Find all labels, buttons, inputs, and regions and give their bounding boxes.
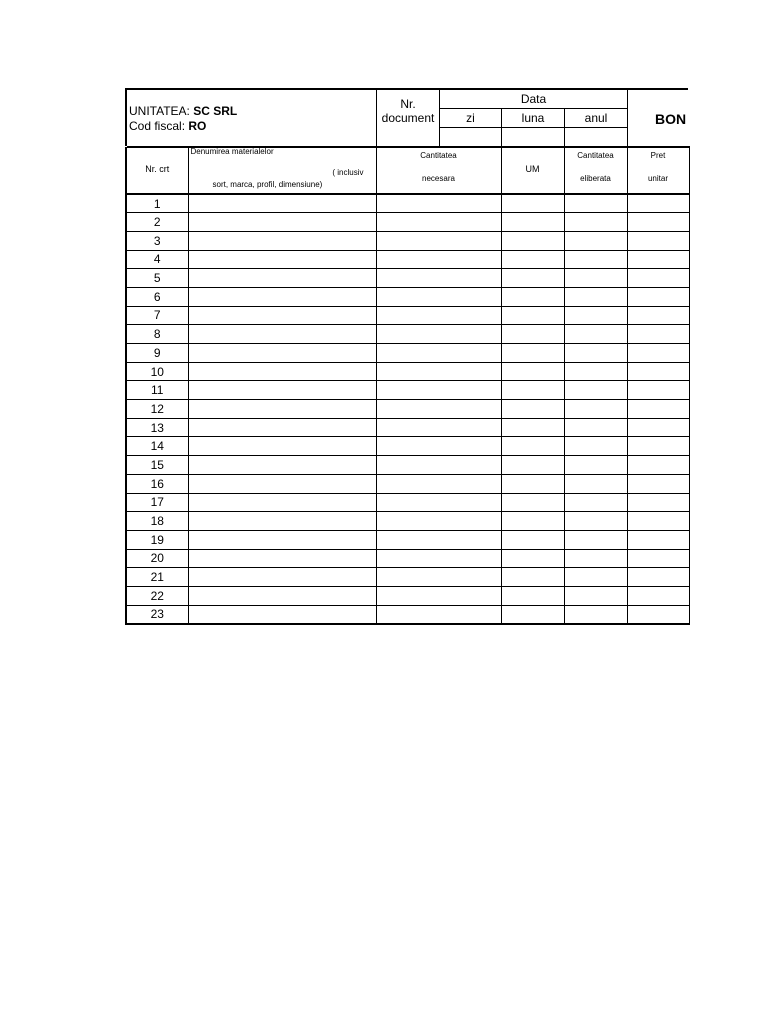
- form-sheet: [125, 88, 688, 620]
- pret-unitar-cell[interactable]: [627, 474, 689, 493]
- cant-eliberata-cell[interactable]: [564, 418, 627, 437]
- cant-eliberata-cell[interactable]: [564, 325, 627, 344]
- material-name-cell[interactable]: [188, 250, 376, 269]
- row-number: 2: [126, 213, 188, 232]
- material-name-cell[interactable]: [188, 287, 376, 306]
- material-name-cell[interactable]: [188, 530, 376, 549]
- pret-unitar-cell[interactable]: [627, 306, 689, 325]
- cant-eliberata-cell[interactable]: [564, 549, 627, 568]
- pret-unitar-cell[interactable]: [627, 231, 689, 250]
- table-row: [126, 418, 689, 437]
- cant-necesara-cell[interactable]: [376, 400, 501, 419]
- table-row: [126, 287, 689, 306]
- cant-eliberata-cell[interactable]: [564, 474, 627, 493]
- row-number: 1: [126, 194, 188, 213]
- material-name-cell[interactable]: [188, 549, 376, 568]
- table-row: [126, 325, 689, 344]
- cant-eliberata-cell[interactable]: [564, 568, 627, 587]
- row-number: 21: [126, 568, 188, 587]
- cant-eliberata-cell[interactable]: [564, 381, 627, 400]
- anul-value-cell[interactable]: [565, 128, 628, 148]
- row-number: 5: [126, 269, 188, 288]
- table-row: [126, 456, 689, 475]
- material-name-cell[interactable]: [188, 456, 376, 475]
- pret-unitar-cell[interactable]: [627, 381, 689, 400]
- col-denumire: [188, 148, 376, 195]
- col-cant-eliberata: [564, 148, 627, 195]
- um-cell[interactable]: [501, 287, 564, 306]
- cant-eliberata-cell[interactable]: [564, 213, 627, 232]
- form-header: [125, 88, 688, 146]
- um-cell[interactable]: [501, 400, 564, 419]
- table-row: [126, 437, 689, 456]
- material-name-cell[interactable]: [188, 306, 376, 325]
- cant-necesara-cell[interactable]: [376, 325, 501, 344]
- pret-unitar-cell[interactable]: [627, 437, 689, 456]
- table-row: [126, 400, 689, 419]
- nr-document-cell: [377, 90, 440, 148]
- cant-necesara-cell[interactable]: [376, 512, 501, 531]
- pret-unitar-cell[interactable]: [627, 493, 689, 512]
- table-row: [126, 231, 689, 250]
- cant-eliberata-cell[interactable]: [564, 344, 627, 363]
- material-name-cell[interactable]: [188, 400, 376, 419]
- row-number: 4: [126, 250, 188, 269]
- material-name-cell[interactable]: [188, 568, 376, 587]
- pret-unitar-cell[interactable]: [627, 287, 689, 306]
- um-cell[interactable]: [501, 493, 564, 512]
- cant-eliberata-cell[interactable]: [564, 194, 627, 213]
- cant-necesara-cell[interactable]: [376, 344, 501, 363]
- um-cell[interactable]: [501, 213, 564, 232]
- pret-unitar-cell[interactable]: [627, 586, 689, 605]
- material-name-cell[interactable]: [188, 213, 376, 232]
- cant-eliberata-cell[interactable]: [564, 287, 627, 306]
- unit-value: SC SRL: [193, 104, 238, 118]
- um-cell[interactable]: [501, 269, 564, 288]
- cant-eliberata-cell[interactable]: [564, 269, 627, 288]
- pret-unitar-cell[interactable]: [627, 194, 689, 213]
- den-line2: ( inclusiv: [332, 168, 364, 177]
- um-cell[interactable]: [501, 586, 564, 605]
- um-cell[interactable]: [501, 231, 564, 250]
- cant-eliberata-cell[interactable]: [564, 231, 627, 250]
- row-number: 9: [126, 344, 188, 363]
- data-title: Data: [440, 90, 628, 109]
- cant-eliberata-cell[interactable]: [564, 456, 627, 475]
- luna-value-cell[interactable]: [502, 128, 565, 148]
- row-number: 11: [126, 381, 188, 400]
- den-line3: sort, marca, profil, dimensiune): [212, 180, 323, 189]
- cant-necesara-cell[interactable]: [376, 194, 501, 213]
- row-number: 14: [126, 437, 188, 456]
- cant-necesara-cell[interactable]: [376, 269, 501, 288]
- fiscal-label: Cod fiscal:: [129, 119, 186, 133]
- row-number: 22: [126, 586, 188, 605]
- pret-l1: Pret: [650, 151, 666, 160]
- table-row: [126, 493, 689, 512]
- row-number: 7: [126, 306, 188, 325]
- table-header-row: [126, 148, 689, 195]
- pret-unitar-cell[interactable]: [627, 530, 689, 549]
- pret-unitar-cell[interactable]: [627, 456, 689, 475]
- zi-label: zi: [440, 109, 502, 128]
- cant-necesara-cell[interactable]: [376, 605, 501, 624]
- material-name-cell[interactable]: [188, 269, 376, 288]
- col-cant-necesara: [376, 148, 501, 195]
- material-name-cell[interactable]: [188, 194, 376, 213]
- cant-necesara-cell[interactable]: [376, 586, 501, 605]
- row-number: 12: [126, 400, 188, 419]
- cant-necesara-cell[interactable]: [376, 549, 501, 568]
- cant-eliberata-cell[interactable]: [564, 586, 627, 605]
- cant-necesara-cell[interactable]: [376, 474, 501, 493]
- cant-necesara-cell[interactable]: [376, 381, 501, 400]
- um-cell[interactable]: [501, 250, 564, 269]
- row-number: 3: [126, 231, 188, 250]
- um-cell[interactable]: [501, 456, 564, 475]
- cant-eliberata-cell[interactable]: [564, 362, 627, 381]
- row-number: 23: [126, 605, 188, 624]
- row-number: 17: [126, 493, 188, 512]
- pret-unitar-cell[interactable]: [627, 568, 689, 587]
- table-row: [126, 586, 689, 605]
- pret-unitar-cell[interactable]: [627, 250, 689, 269]
- row-number: 15: [126, 456, 188, 475]
- cant-eliberata-cell[interactable]: [564, 512, 627, 531]
- cant-eliberata-cell[interactable]: [564, 605, 627, 624]
- row-number: 13: [126, 418, 188, 437]
- pret-unitar-cell[interactable]: [627, 213, 689, 232]
- um-cell[interactable]: [501, 530, 564, 549]
- cant-nec-l1: Cantitatea: [420, 151, 457, 160]
- table-row: [126, 306, 689, 325]
- table-row: [126, 344, 689, 363]
- um-cell[interactable]: [501, 362, 564, 381]
- pret-unitar-cell[interactable]: [627, 325, 689, 344]
- table-row: [126, 194, 689, 213]
- luna-label: luna: [502, 109, 565, 128]
- um-cell[interactable]: [501, 605, 564, 624]
- row-number: 6: [126, 287, 188, 306]
- col-um: UM: [501, 148, 564, 195]
- pret-unitar-cell[interactable]: [627, 269, 689, 288]
- col-pret-unitar: [627, 148, 689, 195]
- um-cell[interactable]: [501, 325, 564, 344]
- um-cell[interactable]: [501, 381, 564, 400]
- pret-unitar-cell[interactable]: [627, 512, 689, 531]
- row-number: 8: [126, 325, 188, 344]
- cant-necesara-cell[interactable]: [376, 418, 501, 437]
- cant-necesara-cell[interactable]: [376, 231, 501, 250]
- cant-necesara-cell[interactable]: [376, 568, 501, 587]
- table-row: [126, 474, 689, 493]
- material-name-cell[interactable]: [188, 344, 376, 363]
- nr-label: Nr.: [400, 97, 416, 111]
- table-row: [126, 250, 689, 269]
- table-row: [126, 213, 689, 232]
- cant-necesara-cell[interactable]: [376, 306, 501, 325]
- cant-eliberata-cell[interactable]: [564, 437, 627, 456]
- um-cell[interactable]: [501, 474, 564, 493]
- cant-necesara-cell[interactable]: [376, 530, 501, 549]
- document-label: document: [381, 111, 435, 125]
- um-cell[interactable]: [501, 568, 564, 587]
- cant-necesara-cell[interactable]: [376, 287, 501, 306]
- zi-value-cell[interactable]: [440, 128, 502, 148]
- material-name-cell[interactable]: [188, 437, 376, 456]
- cant-elib-l2: eliberata: [580, 174, 611, 183]
- cant-eliberata-cell[interactable]: [564, 493, 627, 512]
- cant-necesara-cell[interactable]: [376, 437, 501, 456]
- cant-eliberata-cell[interactable]: [564, 306, 627, 325]
- material-name-cell[interactable]: [188, 362, 376, 381]
- cant-eliberata-cell[interactable]: [564, 530, 627, 549]
- um-cell[interactable]: [501, 437, 564, 456]
- anul-label: anul: [565, 109, 628, 128]
- material-name-cell[interactable]: [188, 418, 376, 437]
- um-cell[interactable]: [501, 194, 564, 213]
- pret-unitar-cell[interactable]: [627, 605, 689, 624]
- pret-l2: unitar: [647, 174, 668, 183]
- um-cell[interactable]: [501, 344, 564, 363]
- den-line1: Denumirea materialelor: [190, 147, 274, 156]
- table-row: [126, 605, 689, 624]
- material-name-cell[interactable]: [188, 231, 376, 250]
- cant-necesara-cell[interactable]: [376, 362, 501, 381]
- cant-eliberata-cell[interactable]: [564, 250, 627, 269]
- material-name-cell[interactable]: [188, 586, 376, 605]
- material-name-cell[interactable]: [188, 325, 376, 344]
- pret-unitar-cell[interactable]: [627, 400, 689, 419]
- row-number: 19: [126, 530, 188, 549]
- cant-elib-l1: Cantitatea: [577, 151, 614, 160]
- um-cell[interactable]: [501, 418, 564, 437]
- unit-label: UNITATEA:: [129, 104, 190, 118]
- table-row: [126, 381, 689, 400]
- um-cell[interactable]: [501, 306, 564, 325]
- unit-box: [127, 90, 377, 148]
- material-name-cell[interactable]: [188, 512, 376, 531]
- fiscal-value: RO: [188, 119, 207, 133]
- row-number: 18: [126, 512, 188, 531]
- cant-nec-l2: necesara: [422, 174, 455, 183]
- table-row: [126, 568, 689, 587]
- material-name-cell[interactable]: [188, 381, 376, 400]
- materials-table: [125, 147, 690, 625]
- um-cell[interactable]: [501, 512, 564, 531]
- table-row: [126, 362, 689, 381]
- table-row: [126, 512, 689, 531]
- pret-unitar-cell[interactable]: [627, 549, 689, 568]
- material-name-cell[interactable]: [188, 474, 376, 493]
- cant-necesara-cell[interactable]: [376, 213, 501, 232]
- material-name-cell[interactable]: [188, 493, 376, 512]
- cant-eliberata-cell[interactable]: [564, 400, 627, 419]
- table-row: [126, 549, 689, 568]
- row-number: 10: [126, 362, 188, 381]
- cant-necesara-cell[interactable]: [376, 456, 501, 475]
- pret-unitar-cell[interactable]: [627, 418, 689, 437]
- row-number: 16: [126, 474, 188, 493]
- document-title: BON: [628, 90, 690, 148]
- table-row: [126, 269, 689, 288]
- pret-unitar-cell[interactable]: [627, 344, 689, 363]
- um-cell[interactable]: [501, 549, 564, 568]
- table-row: [126, 530, 689, 549]
- col-nr-crt: Nr. crt: [126, 148, 188, 195]
- pret-unitar-cell[interactable]: [627, 362, 689, 381]
- cant-necesara-cell[interactable]: [376, 493, 501, 512]
- row-number: 20: [126, 549, 188, 568]
- cant-necesara-cell[interactable]: [376, 250, 501, 269]
- material-name-cell[interactable]: [188, 605, 376, 624]
